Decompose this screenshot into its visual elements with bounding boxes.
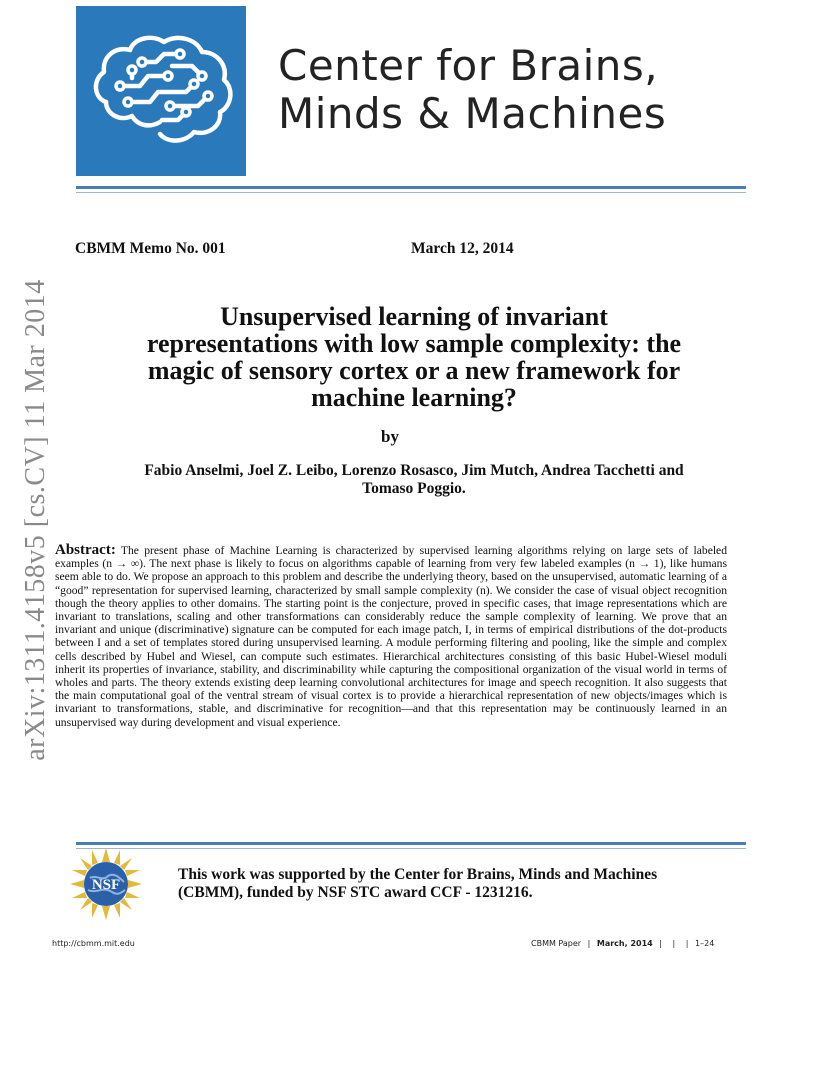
abstract-label: Abstract:	[55, 542, 116, 558]
abstract-text: The present phase of Machine Learning is characterized by supervised learning algorithms relying on large sets of labeled examples (n → ∞). The next phase is likely to focus on algorithms capable of learning from very few labeled examples (n → 1), like humans seem able to do. We propose an approach to this problem and describe the underlying theory, based on the unsupervised, automatic learning of a “good” representation for supervised learning, characterized by small sample complexity (n). We consider the case of visual object recognition though the theory applies to other domains. The starting point is the conjecture, proved in specific cases, that image representations which are invariant to translations, scaling and other transformations can considerably reduce the sample complexity of learning. We prove that an invariant and unique (discriminative) signature can be computed for each image patch, I, in terms of empirical distributions of the dot-products between I and a set of templates stored during unsupervised learning. A module performing filtering and pooling, like the simple and complex cells described by Hubel and Wiesel, can compute such estimates. Hierarchical architectures consisting of this basic Hubel-Wiesel moduli inherit its properties of invariance, stability, and discriminability while capturing the compositional organization of the visual world in terms of wholes and parts. The theory extends existing deep learning convolutional architectures for image and speech recognition. It also suggests that the main computational goal of the ventral stream of visual cortex is to provide a hierarchical representation of new objects/images which is invariant to transformations, stable, and discriminative for recognition—and that this representation may be continuously learned in an unsupervised way during development and visual experience.	[55, 544, 727, 729]
footer-url[interactable]: http://cbmm.mit.edu	[52, 939, 135, 948]
paper-title	[50, 303, 778, 411]
footer-separator: |	[587, 939, 591, 948]
brain-circuit-icon	[76, 6, 246, 176]
funding-rule	[76, 842, 746, 845]
abstract	[55, 544, 727, 729]
funding-line2: (CBMM), funded by NSF STC award CCF - 1231216.	[178, 884, 533, 901]
footer-separator: |	[685, 939, 689, 948]
center-name-line1: Center for Brains,	[278, 41, 659, 90]
memo-number: CBMM Memo No. 001	[75, 240, 226, 257]
authors-line2: Tomaso Poggio.	[362, 480, 466, 497]
nsf-seal-icon	[70, 848, 142, 920]
footer-separator: |	[659, 939, 662, 948]
center-name-line2: Minds & Machines	[278, 89, 667, 138]
footer-right	[531, 939, 714, 948]
arxiv-stamp: arXiv:1311.4158v5 [cs.CV] 11 Mar 2014	[20, 279, 51, 761]
title-line: Unsupervised learning of invariant	[220, 302, 608, 331]
by-line: by	[381, 427, 399, 446]
funding-rule-thin	[76, 848, 746, 849]
authors	[52, 462, 776, 498]
title-line: machine learning?	[311, 383, 517, 412]
funding-line1: This work was supported by the Center for Brains, Minds and Machines	[178, 866, 658, 883]
title-line: magic of sensory cortex or a new framework for	[147, 356, 681, 385]
footer-separator: |	[672, 939, 676, 948]
header-rule	[76, 186, 746, 189]
memo-date: March 12, 2014	[411, 240, 514, 257]
cbmm-logo	[76, 6, 246, 176]
nsf-logo-text: NSF	[91, 877, 121, 893]
footer-pages: 1–24	[695, 939, 715, 948]
authors-line1: Fabio Anselmi, Joel Z. Leibo, Lorenzo Rosasco, Jim Mutch, Andrea Tacchetti and	[144, 462, 684, 479]
header-rule-thin	[76, 192, 746, 193]
footer-date: March, 2014	[596, 939, 653, 948]
center-name	[278, 42, 798, 138]
funding-text	[178, 866, 748, 902]
nsf-logo	[70, 848, 142, 920]
title-line: representations with low sample complexity: the	[146, 329, 682, 358]
footer-paper-label: CBMM Paper	[531, 939, 582, 948]
